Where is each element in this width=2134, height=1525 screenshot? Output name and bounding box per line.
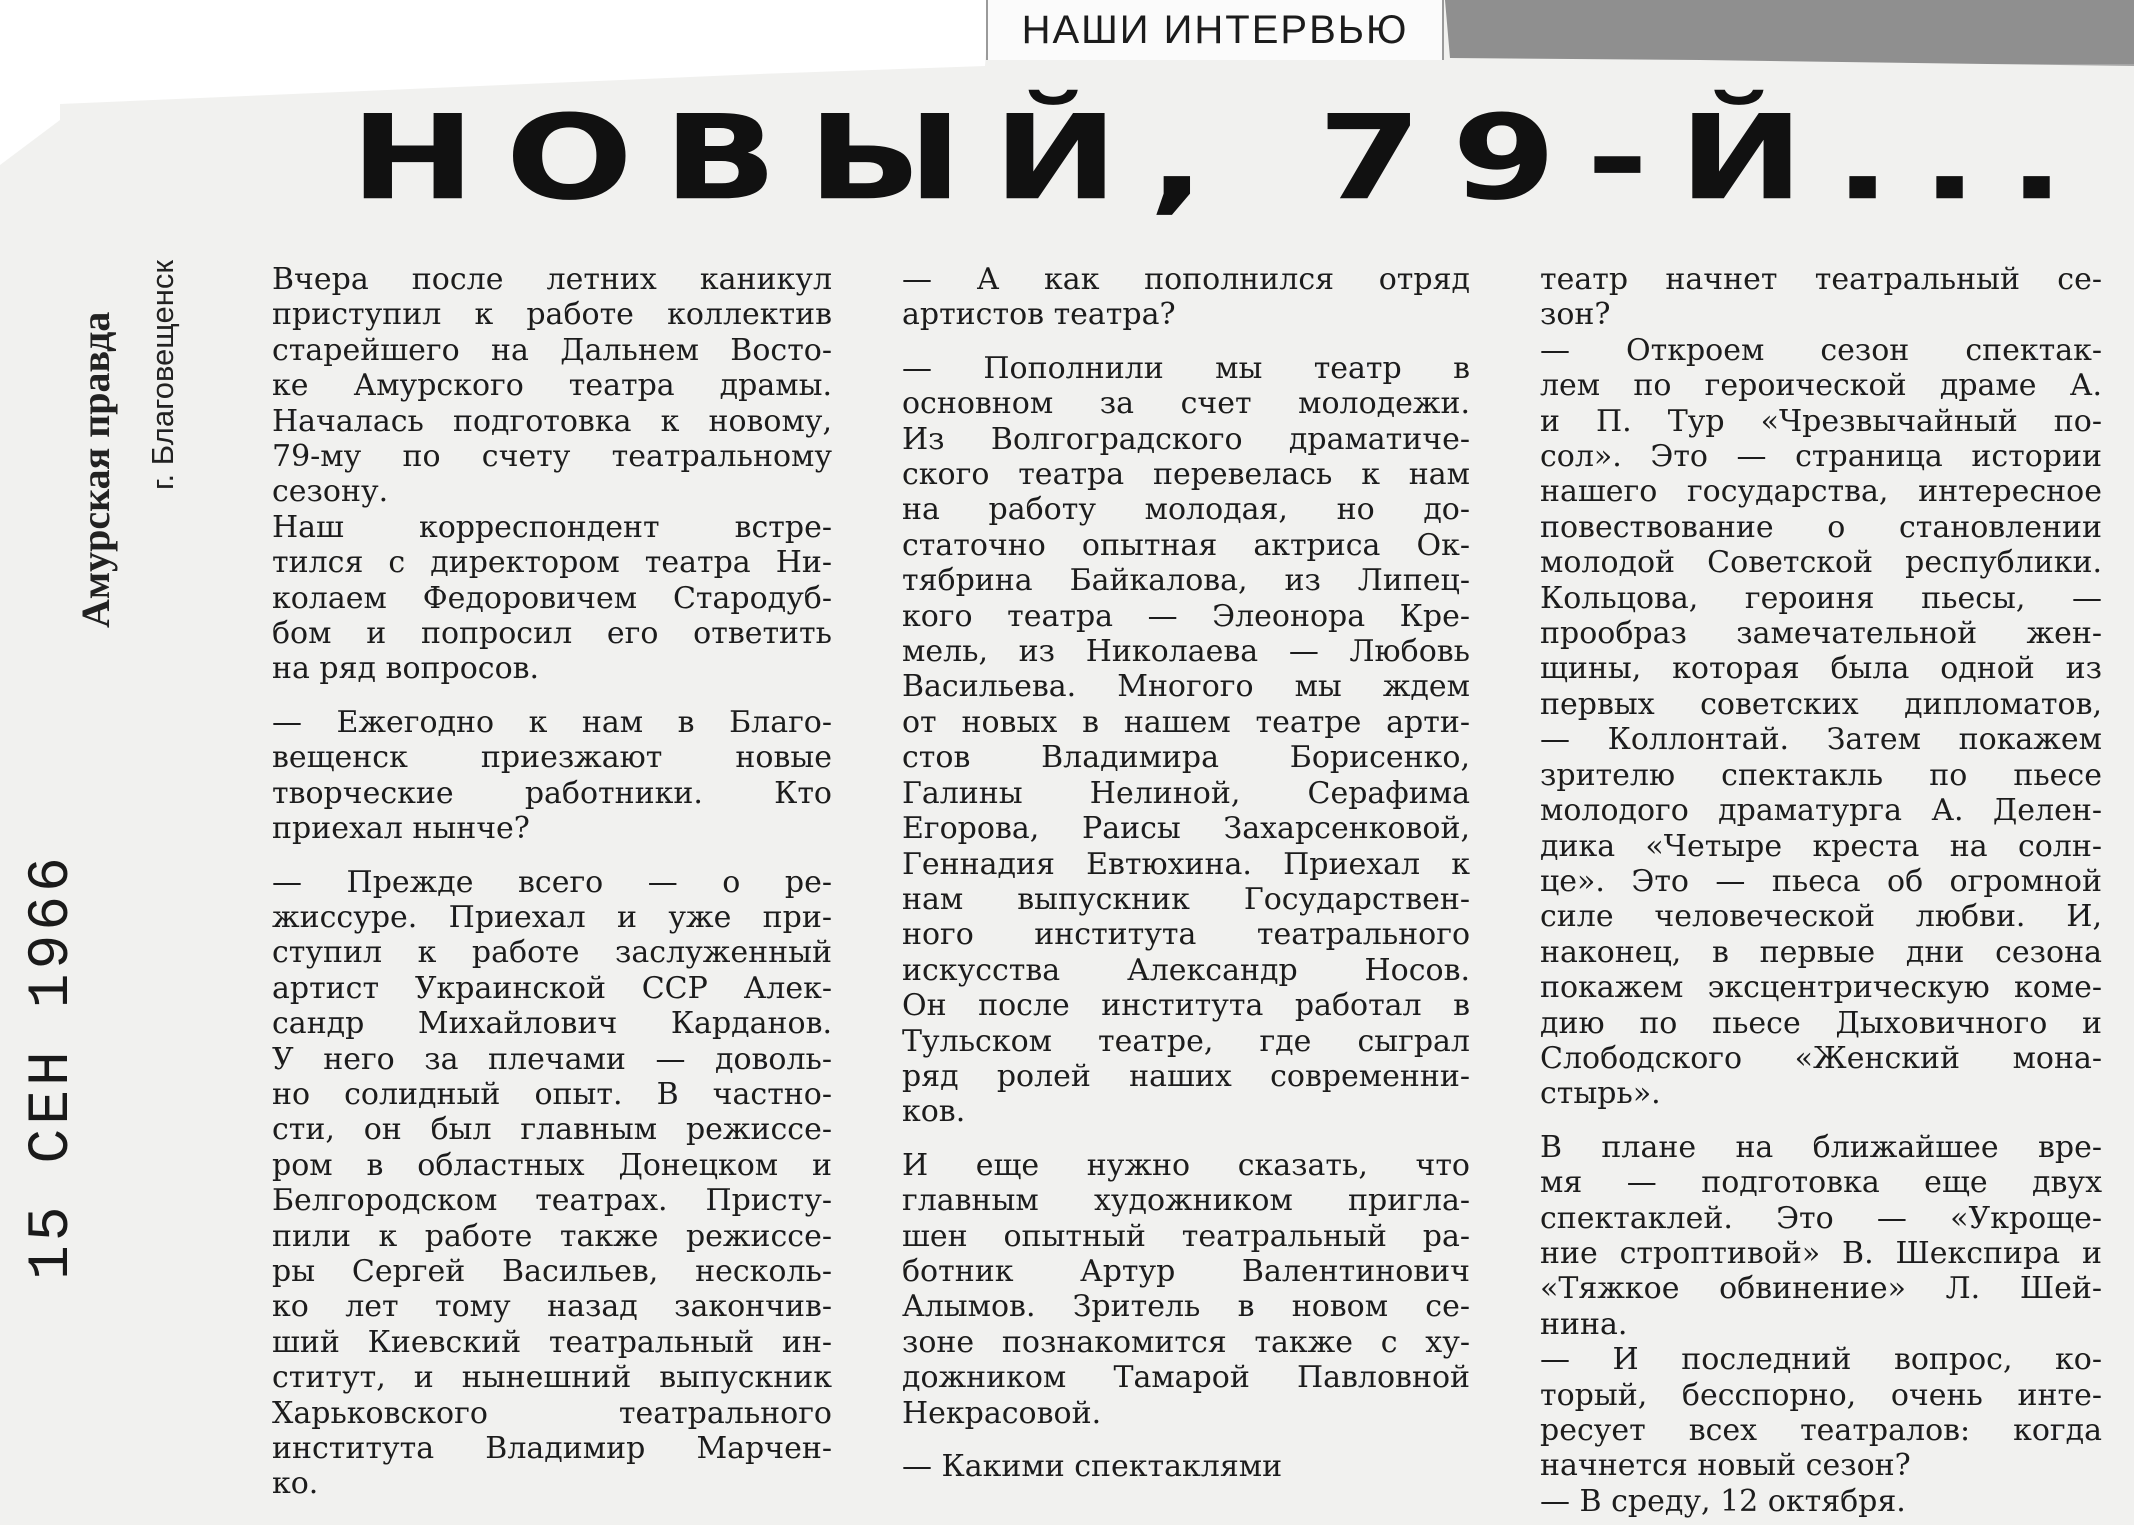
article-line: Кольцова, героиня пьесы, — [1540, 580, 2102, 616]
article-line: колаем Федоровичем Стародуб- [272, 580, 832, 616]
article-line: артистов театра? [902, 297, 1176, 333]
article-line: Егорова, Раисы Захарсенковой, [902, 811, 1470, 847]
article-line: на работу молодая, но до- [902, 492, 1470, 528]
article-line: — А как пополнился отряд [902, 262, 1470, 297]
article-line: ряд ролей наших современни- [902, 1058, 1470, 1094]
article-line: зон? [1540, 297, 1611, 333]
article-line: Алымов. Зритель в новом се- [902, 1289, 1470, 1325]
article-line: повествование о становлении [1540, 509, 2102, 545]
article-line: театр начнет театральный се- [1540, 262, 2102, 297]
article-line: стов Владимира Борисенко, [902, 740, 1470, 776]
paragraph-gap [902, 1130, 1470, 1148]
article-line: «Тяжкое обвинение» Л. Шей- [1540, 1271, 2102, 1307]
article-line: Некрасовой. [902, 1395, 1102, 1431]
article-line: приступил к работе коллектив [272, 297, 832, 333]
article-column-3 [1540, 262, 2102, 1519]
headline: НОВЫЙ, 79-Й... [350, 90, 2096, 227]
article-line: молодого драматурга А. Делен- [1540, 793, 2102, 829]
article-column-2 [902, 262, 1470, 1484]
article-column-1 [272, 262, 832, 1502]
article-line: Слободского «Женский мона- [1540, 1040, 2102, 1076]
article-line: первых советских дипломатов, [1540, 686, 2102, 722]
article-line: — Прежде всего — о ре- [272, 864, 832, 900]
article-line: ного института театрального [902, 917, 1470, 953]
article-line: ков. [902, 1094, 966, 1130]
article-line: дию по пьесе Дыховичного и [1540, 1005, 2102, 1041]
rubric-label: НАШИ ИНТЕРВЬЮ [986, 0, 1444, 60]
article-line: лем по героической драме А. [1540, 368, 2102, 404]
article-line: ший Киевский театральный ин- [272, 1324, 832, 1360]
article-line: пили к работе также режиссе- [272, 1218, 832, 1254]
article-line: ко. [272, 1466, 319, 1502]
article-line: Галины Нелиной, Серафима [902, 775, 1470, 811]
article-line: института Владимир Марчен- [272, 1431, 832, 1466]
article-line: сезону. [272, 474, 389, 510]
paragraph-gap [1540, 1112, 2102, 1130]
article-line: статочно опытная актриса Ок- [902, 527, 1470, 563]
article-line: — В среду, 12 октября. [1540, 1483, 1906, 1519]
paragraph-gap [902, 333, 1470, 351]
article-line: ние строптивой» В. Шекспира и [1540, 1235, 2102, 1271]
article-line: мя — подготовка еще двух [1540, 1165, 2102, 1201]
article-line: прообраз замечательной жен- [1540, 616, 2102, 652]
article-line: Харьковского театрального [272, 1395, 832, 1431]
article-line: кого театра — Элеонора Кре- [902, 598, 1470, 634]
article-line: И еще нужно сказать, что [902, 1147, 1470, 1183]
paragraph-gap [902, 1431, 1470, 1449]
article-line: сол». Это — страница истории [1540, 439, 2102, 475]
article-line: старейшего на Дальнем Восто- [272, 332, 832, 368]
article-line: на ряд вопросов. [272, 651, 540, 687]
article-line: вещенск приезжают новые [272, 740, 832, 776]
article-line: жиссуре. Приехал и уже при- [272, 899, 832, 935]
article-line: сандр Михайлович Карданов. [272, 1006, 832, 1042]
article-line: В плане на ближайшее вре- [1540, 1129, 2102, 1165]
article-line: зоне познакомится также с ху- [902, 1324, 1470, 1360]
article-line: нина. [1540, 1306, 1628, 1342]
article-line: покажем эксцентрическую коме- [1540, 970, 2102, 1006]
article-line: ботник Артур Валентинович [902, 1253, 1470, 1289]
date-stamp: 15 СЕН 1966 [20, 853, 85, 1280]
article-line: шен опытный театральный ра- [902, 1218, 1470, 1254]
paragraph-gap [272, 687, 832, 705]
article-line: Геннадия Евтюхина. Приехал к [902, 846, 1470, 882]
article-line: — И последний вопрос, ко- [1540, 1342, 2102, 1378]
article-line: Белгородском театрах. Присту- [272, 1183, 832, 1219]
article-line: ститут, и нынешний выпускник [272, 1360, 832, 1396]
article-line: Из Волгоградского драматиче- [902, 421, 1470, 457]
article-line: 79-му по счету театральному [272, 439, 832, 475]
article-line: тябрина Байкалова, из Липец- [902, 563, 1470, 599]
article-line: сти, он был главным режиссе- [272, 1112, 832, 1148]
article-line: и П. Тур «Чрезвычайный по- [1540, 403, 2102, 439]
article-line: мель, из Николаева — Любовь [902, 634, 1470, 670]
article-line: ского театра перевелась к нам [902, 457, 1470, 493]
article-line: основном за счет молодежи. [902, 386, 1470, 422]
article-line: но солидный опыт. В частно- [272, 1076, 832, 1112]
article-line: ры Сергей Васильев, несколь- [272, 1253, 832, 1289]
article-line: бом и попросил его ответить [272, 616, 832, 652]
article-line: творческие работники. Кто [272, 775, 832, 811]
article-line: — Ежегодно к нам в Благо- [272, 704, 832, 740]
article-line: от новых в нашем театре арти- [902, 704, 1470, 740]
article-line: наконец, в первые дни сезона [1540, 934, 2102, 970]
article-line: артист Украинской ССР Алек- [272, 970, 832, 1006]
article-line: щины, которая была одной из [1540, 651, 2102, 687]
article-line: Началась подготовка к новому, [272, 403, 832, 439]
article-line: торый, бесспорно, очень инте- [1540, 1377, 2102, 1413]
article-line: ке Амурского театра драмы. [272, 368, 832, 404]
article-line: зрителю спектакль по пьесе [1540, 757, 2102, 793]
article-line: нашего государства, интересное [1540, 474, 2102, 510]
city-name: г. Благовещенск [145, 260, 180, 490]
newspaper-name: Амурская правда [73, 311, 118, 628]
article-line: дика «Четыре креста на солн- [1540, 828, 2102, 864]
article-line: Тульском театре, где сыграл [902, 1023, 1470, 1059]
article-line: спектаклей. Это — «Укроще- [1540, 1200, 2102, 1236]
article-line: силе человеческой любви. И, [1540, 899, 2102, 935]
article-line: Наш корреспондент встре- [272, 509, 832, 545]
article-line: Вчера после летних каникул [272, 262, 832, 297]
article-line: ступил к работе заслуженный [272, 935, 832, 971]
article-line: це». Это — пьеса об огромной [1540, 863, 2102, 899]
article-line: главным художником пригла- [902, 1183, 1470, 1219]
article-line: ко лет тому назад закончив- [272, 1289, 832, 1325]
article-line: стырь». [1540, 1076, 1661, 1112]
scan-background-dark [1440, 0, 2134, 64]
article-line: ресует всех театралов: когда [1540, 1413, 2102, 1448]
article-line: молодой Советской республики. [1540, 545, 2102, 581]
paragraph-gap [272, 847, 832, 865]
article-line: — Откроем сезон спектак- [1540, 332, 2102, 368]
article-line: приехал нынче? [272, 811, 530, 847]
article-line: искусства Александр Носов. [902, 952, 1470, 988]
article-line: нам выпускник Государствен- [902, 881, 1470, 917]
article-line: дожником Тамарой Павловной [902, 1360, 1470, 1396]
article-line: Он после института работал в [902, 988, 1470, 1024]
article-line: — Коллонтай. Затем покажем [1540, 722, 2102, 758]
article-line: — Пополнили мы театр в [902, 350, 1470, 386]
article-line: тился с директором театра Ни- [272, 545, 832, 581]
article-line: У него за плечами — доволь- [272, 1041, 832, 1077]
article-line: начнется новый сезон? [1540, 1448, 1911, 1484]
article-line: — Какими спектаклями [902, 1449, 1283, 1484]
article-line: Васильева. Многого мы ждем [902, 669, 1470, 705]
article-line: ром в областных Донецком и [272, 1147, 832, 1183]
